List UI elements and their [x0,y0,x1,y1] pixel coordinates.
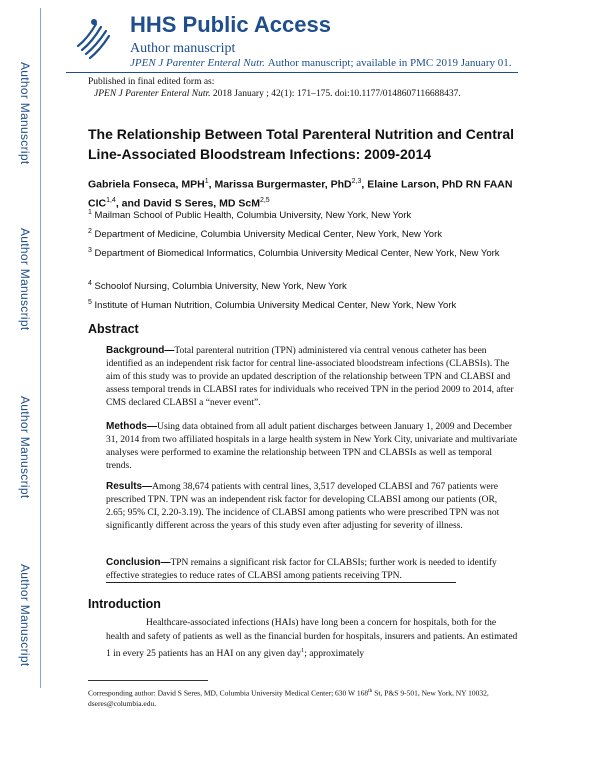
affiliation-number: 4 [88,280,92,287]
published-note [88,76,461,100]
journal-abbrev: JPEN J Parenter Enteral Nutr. [130,57,265,69]
affiliation [88,244,518,260]
author-name: Gabriela Fonseca, MPH [88,178,205,191]
citation-ref[interactable]: 1 [300,647,305,654]
section-text: Total parenteral nutrition (TPN) administered via central venous catheter has been identified as an independent risk factor for central line-associated bloodstream infections (CLABSIs). The aim of this study was to provide an updated description of the relationship between TPN and CLABSI and assess temporal trends in CLABSI rates for individuals who received TPN in the period 2009 to 2014, after CMS declared CLABSI a “never event”. [106,346,514,408]
affiliation-number: 1 [88,209,92,216]
author-affil: 1,4 [106,196,116,204]
affiliation-text: Schoolof Nursing, Columbia University, New York, New York [94,281,347,293]
affiliation [88,206,518,222]
affiliation-text: Mailman School of Public Health, Columbia University, New York, New York [94,210,412,222]
author-name: Marissa Burgermaster, PhD [214,178,352,191]
footnote-sup: th [368,688,373,694]
author-affil: 2,5 [259,196,270,204]
section-label: Conclusion— [106,557,171,568]
article-title: The Relationship Between Total Parenteral Nutrition and Central Line-Associated Bloodstream Infections: 2009-2014 [88,126,515,162]
availability-note: Author manuscript; available in PMC 2019 January 01. [267,57,512,69]
author-manuscript-watermark: Author Manuscript [18,228,32,331]
journal-availability [130,57,511,69]
author-manuscript-watermark: Author Manuscript [18,62,32,165]
footnote-text: St, P&S 9-501, New York, NY 10032, dseres@columbia.edu. [88,688,489,708]
affiliation-text: Department of Medicine, Columbia University Medical Center, New York, New York [94,229,442,241]
author-manuscript-label: Author manuscript [130,41,236,56]
abstract-heading: Abstract [88,322,139,336]
section-label: Background— [106,345,175,356]
abstract-methods [106,420,518,473]
author-affil: 1 [204,178,209,185]
section-text: TPN remains a significant risk factor for CLABSIs; further work is needed to identify effective strategies to reduce rates of CLABSI among patients receiving TPN. [106,558,497,581]
affiliation-text: Department of Biomedical Informatics, Columbia University Medical Center, New York, New York [94,248,500,260]
introduction-text [106,616,518,661]
hhs-public-access-title: HHS Public Access [130,12,331,37]
footnote-text: Corresponding author: David S Seres, MD, Columbia University Medical Center; 630 W 168 [88,688,369,698]
affiliation [88,277,518,293]
section-label: Methods— [106,421,158,432]
abstract-background [106,344,518,410]
author-manuscript-watermark: Author Manuscript [18,564,32,667]
affiliation-text: Institute of Human Nutrition, Columbia University Medical Center, New York, New York [94,300,457,312]
author-separator: , [208,178,215,191]
published-citation: 2018 January ; 42(1): 171–175. doi:10.1177/0148607116688437. [212,89,461,99]
author-separator: , and [115,197,144,209]
intro-text-part: ; approximately [304,649,365,660]
author-affil: 2,3 [351,178,362,185]
affiliation-number: 3 [88,247,92,254]
introduction-heading: Introduction [88,597,161,611]
published-journal: JPEN J Parenter Enteral Nutr. [94,89,211,99]
section-text: Using data obtained from all adult patient discharges between January 1, 2009 and December 31, 2014 from two affiliated hospitals in a large health system in New York City, univariate and multivariate analyses were performed to examine the relationship between TPN and CLABSIs as well as temporal trends. [106,422,518,471]
hhs-eagle-logo-icon [74,16,112,62]
abstract-results [106,480,518,533]
author-name: David S Seres, MD ScM [143,197,260,209]
footnote-rule [88,680,208,681]
author-separator: , [361,178,368,191]
affiliation [88,225,518,241]
margin-rule [40,8,41,688]
abstract-underline [106,582,456,583]
corresponding-author-footnote [88,686,518,709]
affiliation-number: 2 [88,228,92,235]
published-citation-line [88,88,461,100]
affiliation-number: 5 [88,299,92,306]
published-label: Published in final edited form as: [88,77,215,87]
abstract-conclusion [106,556,518,583]
section-label: Results— [106,481,153,492]
header-rule [66,72,518,73]
intro-text-part: Healthcare-associated infections (HAIs) have long been a concern for hospitals, both for the health and safety of patients as well as the financial burden for hospitals, insurers and patients. An estimated 1 in every 25 patients has an HAI on any given day [106,618,518,660]
author-manuscript-watermark: Author Manuscript [18,396,32,499]
affiliation [88,296,518,312]
section-text: Among 38,674 patients with central lines, 3,517 developed CLABSI and 767 patients were prescribed TPN. TPN was an independent risk factor for developing CLABSI among our patients (OR, 2.65; 95% CI, 2.20-3.19). The incidence of CLABSI among patients who were prescribed TPN was not significantly different across the years of this study even after adjusting for severity of illness. [106,482,500,531]
author-name: Elaine Larson, PhD RN FAAN CIC [88,178,513,209]
